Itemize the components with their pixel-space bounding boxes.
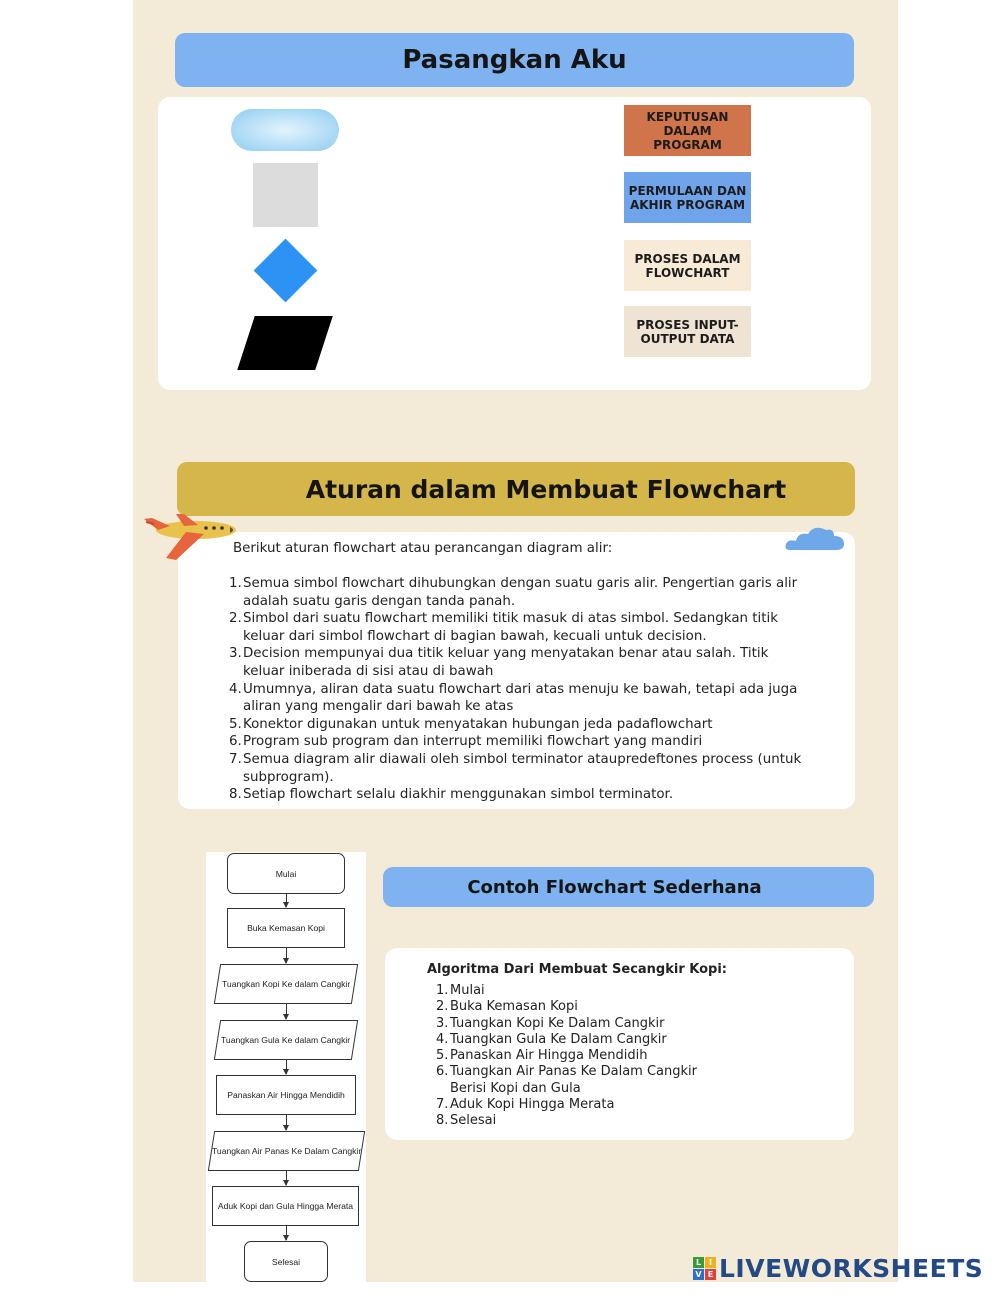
flowchart-node-start: Mulai: [227, 853, 345, 894]
list-item: 7. Semua diagram alir diawali oleh simbol terminator ataupredeftones process (untuk subprogram).: [229, 751, 802, 785]
airplane-icon: [140, 510, 242, 568]
flowchart-arrow: [286, 1004, 287, 1019]
list-item: 2. Buka Kemasan Kopi: [436, 999, 578, 1015]
flowchart-arrow: [286, 948, 287, 963]
list-item: 5. Panaskan Air Hingga Mendidih: [436, 1048, 648, 1064]
list-item: 3. Decision mempunyai dua titik keluar yang menyatakan benar atau salah. Titik keluar iniberada di sisi atau di bawah: [229, 646, 769, 679]
list-item: 7. Aduk Kopi Hingga Merata: [436, 1097, 615, 1113]
list-item: 6. Program sub program dan interrupt memiliki flowchart yang mandiri: [229, 734, 703, 750]
flowchart-node-process: Panaskan Air Hingga Mendidih: [216, 1075, 356, 1115]
section3-title: Contoh Flowchart Sederhana: [467, 876, 762, 898]
list-item: 4. Tuangkan Gula Ke Dalam Cangkir: [436, 1031, 667, 1047]
section2-title-bar: [177, 462, 855, 516]
liveworksheets-logo: [693, 1254, 983, 1283]
list-item: 1. Semua simbol flowchart dihubungkan dengan suatu garis alir. Pengertian garis alir adalah suatu garis dengan tanda panah.: [229, 576, 798, 609]
flowchart-node-io: Tuangkan Kopi Ke dalam Cangkir: [214, 964, 358, 1004]
process-shape[interactable]: [253, 163, 318, 227]
flowchart-arrow: [286, 894, 287, 907]
list-item: 4. Umumnya, aliran data suatu flowchart dari atas menuju ke bawah, tetapi ada juga aliran yang mengalir dari bawah ke atas: [229, 681, 798, 715]
list-item: 1. Mulai: [436, 983, 485, 998]
flowchart-node-process: Aduk Kopi dan Gula Hingga Merata: [212, 1186, 359, 1226]
flowchart-node-io: Tuangkan Gula Ke dalam Cangkir: [214, 1020, 358, 1060]
flowchart-arrow: [286, 1060, 287, 1074]
list-item: 8. Setiap flowchart selalu diakhir menggunakan simbol terminator.: [229, 787, 674, 803]
flowchart-node-io: Tuangkan Air Panas Ke Dalam Cangkir: [208, 1131, 365, 1171]
list-item: 3. Tuangkan Kopi Ke Dalam Cangkir: [436, 1015, 665, 1031]
algorithm-title: Algoritma Dari Membuat Secangkir Kopi:: [427, 962, 728, 977]
terminator-shape[interactable]: [231, 109, 339, 151]
flowchart-arrow: [286, 1171, 287, 1185]
flowchart-arrow: [286, 1115, 287, 1130]
flowchart-arrow: [286, 1226, 287, 1240]
algorithm-list: [436, 983, 697, 1130]
section3-title-bar: [383, 867, 874, 907]
list-item: 6. Tuangkan Air Panas Ke Dalam Cangkir Berisi Kopi dan Gula: [436, 1064, 697, 1096]
cloud-icon: [784, 522, 846, 552]
label-input-output[interactable]: PROSES INPUT-OUTPUT DATA: [624, 306, 751, 357]
label-permulaan[interactable]: PERMULAAN DAN AKHIR PROGRAM: [624, 172, 751, 223]
section2-title: Aturan dalam Membuat Flowchart: [305, 474, 787, 504]
label-proses[interactable]: PROSES DALAM FLOWCHART: [624, 240, 751, 291]
flowchart-node-process: Buka Kemasan Kopi: [227, 908, 345, 948]
list-item: 8. Selesai: [436, 1113, 497, 1129]
live-logo-icon: L I V E: [693, 1257, 716, 1280]
flowchart-node-end: Selesai: [244, 1241, 328, 1282]
list-item: 5. Konektor digunakan untuk menyatakan hubungan jeda padaflowchart: [229, 716, 713, 732]
label-keputusan[interactable]: KEPUTUSAN DALAM PROGRAM: [624, 105, 751, 156]
rules-list: [229, 575, 839, 804]
rules-intro: Berikut aturan flowchart atau perancangan diagram alir:: [233, 541, 613, 556]
list-item: 2. Simbol dari suatu flowchart memiliki titik masuk di atas simbol. Sedangkan titik keluar dari simbol flowchart di bagian bawah, kecuali untuk decision.: [229, 611, 778, 644]
section1-title: Pasangkan Aku: [402, 45, 627, 75]
brand-text: LIVEWORKSHEETS: [719, 1254, 984, 1283]
section1-title-bar: [175, 33, 854, 87]
